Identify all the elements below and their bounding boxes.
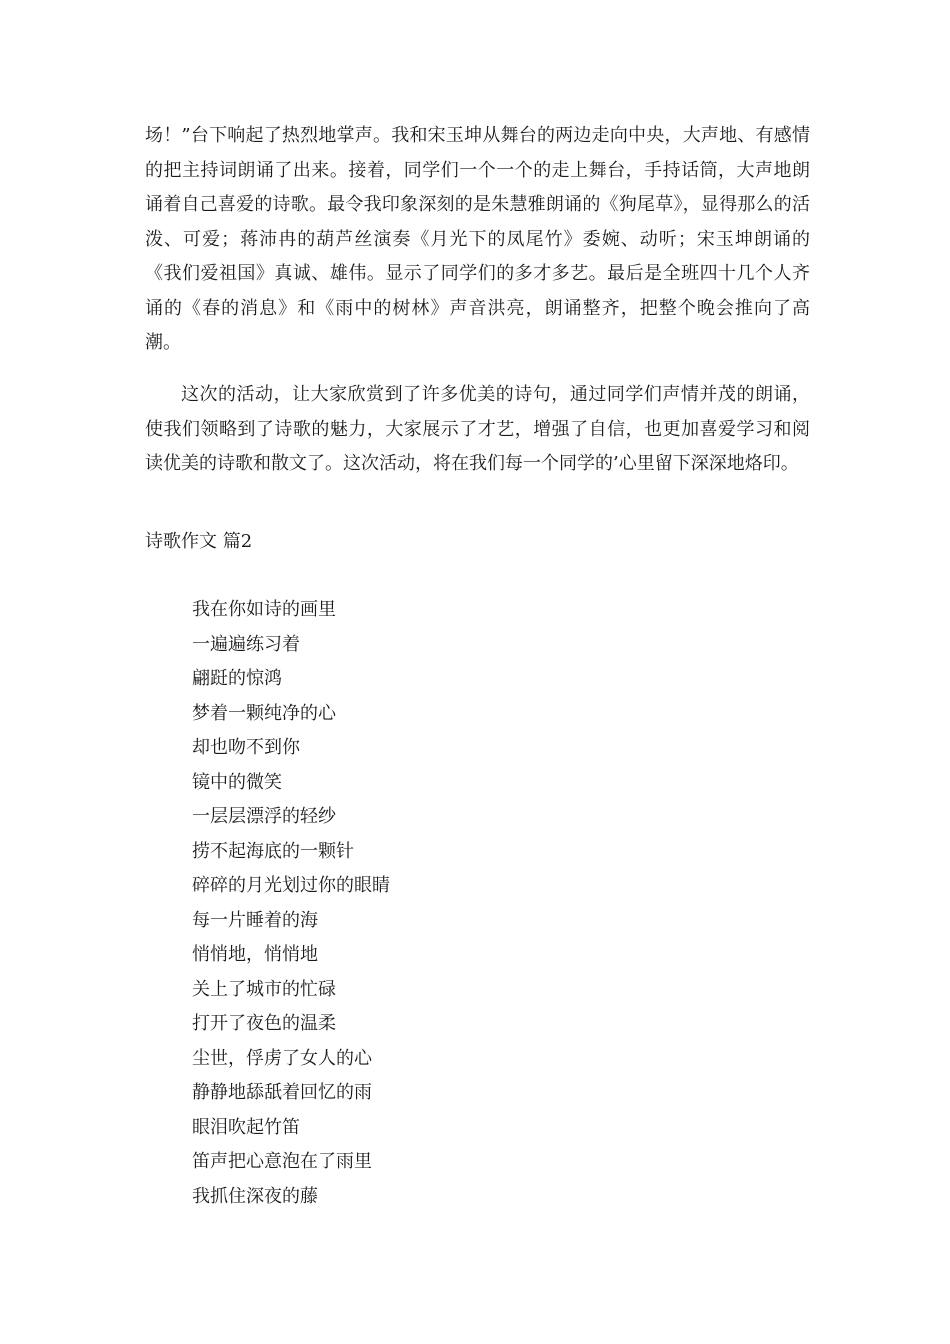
paragraph-1: 场！”台下响起了热烈地掌声。我和宋玉坤从舞台的两边走向中央，大声地、有感情的把主持词朗诵了出来。接着，同学们一个一个的走上舞台，手持话筒，大声地朗诵着自己喜爱的诗歌。最令我印象深刻的是朱慧雅朗诵的《狗尾草》，显得那么的活泼、可爱；蒋沛冉的葫芦丝演奏《月光下的凤尾竹》委婉、动听；宋玉坤朗诵的《我们爱祖国》真诚、雄伟。显示了同学们的多才多艺。最后是全班四十几个人齐诵的《春的消息》和《雨中的树林》声音洪亮，朗诵整齐，把整个晚会推向了高潮。 — [145, 125, 810, 353]
poem-line: 每一片睡着的海 — [192, 909, 318, 931]
poem-line: 一遍遍练习着 — [192, 633, 300, 655]
poem-line: 静静地舔舐着回忆的雨 — [192, 1082, 372, 1103]
paragraph-2: 这次的活动，让大家欣赏到了许多优美的诗句，通过同学们声情并茂的朗诵，使我们领略到了诗歌的魅力，大家展示了才艺，增强了自信，也更加喜爱学习和阅读优美的诗歌和散文了。这次活动，将在我们每一个同学的’心里留下深深地烙印。 — [145, 384, 810, 474]
poem-line: 镜中的微笑 — [192, 771, 282, 793]
poem-line: 尘世，俘虏了女人的心 — [192, 1047, 372, 1069]
poem — [192, 593, 390, 1214]
poem-line: 捞不起海底的一颗针 — [192, 840, 354, 862]
poem-line: 翩跹的惊鸿 — [192, 668, 282, 689]
poem-line: 打开了夜色的温柔 — [192, 1013, 336, 1034]
poem-line: 碎碎的月光划过你的眼睛 — [192, 875, 390, 896]
poem-line: 关上了城市的忙碌 — [192, 978, 336, 1000]
poem-line: 一层层漂浮的轻纱 — [192, 806, 336, 827]
poem-line: 悄悄地，悄悄地 — [192, 944, 318, 965]
poem-line: 却也吻不到你 — [192, 737, 300, 758]
section-heading: 诗歌作文 篇2 — [145, 531, 253, 552]
poem-line: 我在你如诗的画里 — [192, 599, 336, 620]
poem-line: 笛声把心意泡在了雨里 — [192, 1151, 372, 1172]
poem-line: 梦着一颗纯净的心 — [192, 702, 336, 724]
poem-line: 眼泪吹起竹笛 — [192, 1116, 300, 1138]
poem-line: 我抓住深夜的藤 — [192, 1185, 318, 1207]
